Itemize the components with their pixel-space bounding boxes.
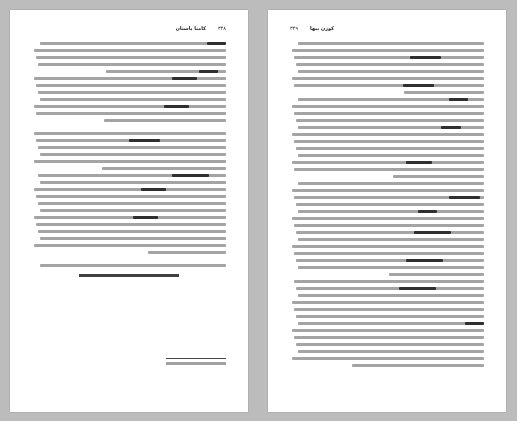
text-line-stroke: [40, 264, 226, 267]
text-line-stroke: [292, 133, 484, 136]
bold-word: [406, 161, 431, 164]
text-line: [32, 132, 226, 135]
text-line: [32, 126, 226, 128]
bold-word: [172, 174, 209, 177]
text-line: [290, 196, 484, 199]
text-line-stroke: [294, 56, 484, 59]
text-line-stroke: [292, 105, 484, 108]
text-line: [32, 209, 226, 212]
text-line: [32, 49, 226, 52]
bold-word: [403, 84, 434, 87]
text-line: [290, 210, 484, 213]
text-line: [32, 42, 226, 45]
text-line: [32, 167, 226, 170]
bold-word: [449, 196, 480, 199]
text-line: [290, 280, 484, 283]
right-running-title: کوزن پیها: [310, 26, 335, 32]
left-running-title: کامنا یاستان: [175, 26, 206, 32]
text-line-stroke: [40, 209, 226, 212]
text-line: [290, 42, 484, 45]
right-page: [268, 10, 506, 412]
text-line-stroke: [34, 49, 226, 52]
text-line-stroke: [36, 223, 226, 226]
bold-word: [410, 56, 441, 59]
text-line-stroke: [296, 231, 484, 234]
text-line: [32, 264, 226, 267]
text-line-stroke: [292, 357, 484, 360]
text-line: [290, 140, 484, 143]
text-line: [290, 294, 484, 297]
text-line: [32, 84, 226, 87]
right-page-header: [290, 24, 484, 34]
text-line: [32, 244, 226, 247]
left-page-number: ۳۴۸: [217, 26, 226, 32]
text-line: [290, 252, 484, 255]
text-line-stroke: [294, 140, 484, 143]
text-line: [32, 188, 226, 191]
text-line-stroke: [298, 266, 484, 269]
text-line: [290, 147, 484, 150]
text-line-stroke: [292, 301, 484, 304]
text-line-stroke: [292, 161, 484, 164]
text-line: [290, 217, 484, 220]
text-line-stroke: [34, 77, 226, 80]
text-line: [290, 287, 484, 290]
left-page: [10, 10, 248, 412]
text-line: [32, 91, 226, 94]
text-line: [32, 153, 226, 156]
bold-word: [199, 70, 218, 73]
text-line-stroke: [296, 147, 484, 150]
bold-word: [129, 139, 160, 142]
text-line: [32, 112, 226, 115]
text-line-stroke: [36, 84, 226, 87]
bold-word: [418, 210, 437, 213]
text-line: [32, 195, 226, 198]
text-line: [32, 174, 226, 177]
text-line: [32, 56, 226, 59]
text-line: [32, 216, 226, 219]
text-line-stroke: [34, 160, 226, 163]
text-line-stroke: [292, 329, 484, 332]
bold-word: [449, 98, 468, 101]
text-line: [290, 315, 484, 318]
text-line: [290, 56, 484, 59]
text-line-stroke: [296, 315, 484, 318]
text-line: [290, 189, 484, 192]
text-line-stroke: [296, 259, 484, 262]
text-line-stroke: [352, 364, 484, 367]
bold-word: [465, 322, 484, 325]
text-line: [290, 224, 484, 227]
text-line: [32, 146, 226, 149]
text-line: [290, 266, 484, 269]
text-line-stroke: [104, 119, 226, 122]
text-line: [290, 273, 484, 276]
left-section-heading: [32, 274, 226, 279]
text-line-stroke: [36, 195, 226, 198]
text-line: [290, 98, 484, 101]
text-line: [290, 77, 484, 80]
text-line: [32, 70, 226, 73]
text-line-stroke: [296, 119, 484, 122]
text-line-stroke: [294, 84, 484, 87]
text-line-stroke: [34, 105, 226, 108]
text-line: [290, 245, 484, 248]
text-line-stroke: [298, 350, 484, 353]
text-line-stroke: [296, 63, 484, 66]
text-line-stroke: [34, 216, 226, 219]
text-line: [290, 168, 484, 171]
right-page-body: [290, 42, 484, 371]
text-line: [290, 91, 484, 94]
text-line: [32, 77, 226, 80]
text-line-stroke: [298, 182, 484, 185]
text-line: [32, 63, 226, 66]
text-line-stroke: [298, 70, 484, 73]
text-line-stroke: [40, 181, 226, 184]
text-line: [290, 336, 484, 339]
bold-word: [164, 105, 189, 108]
text-line: [290, 350, 484, 353]
text-line: [290, 238, 484, 241]
text-line-stroke: [298, 322, 484, 325]
text-line: [290, 175, 484, 178]
text-line: [290, 343, 484, 346]
text-line: [290, 322, 484, 325]
text-line: [290, 105, 484, 108]
text-line-stroke: [40, 237, 226, 240]
text-line-stroke: [292, 77, 484, 80]
text-line-stroke: [404, 91, 484, 94]
text-line: [32, 202, 226, 205]
text-line: [32, 237, 226, 240]
text-line: [290, 364, 484, 367]
text-line-stroke: [296, 203, 484, 206]
text-line-stroke: [296, 343, 484, 346]
text-line: [290, 203, 484, 206]
text-line: [32, 139, 226, 142]
text-line-stroke: [102, 167, 226, 170]
text-line: [290, 259, 484, 262]
text-line-stroke: [292, 245, 484, 248]
text-line: [290, 119, 484, 122]
text-line-stroke: [298, 294, 484, 297]
text-line-stroke: [40, 98, 226, 101]
left-page-header: [32, 24, 226, 34]
footnote: [166, 362, 226, 365]
text-line-stroke: [294, 252, 484, 255]
text-line: [290, 301, 484, 304]
text-line-stroke: [38, 63, 226, 66]
text-line: [32, 119, 226, 122]
text-line: [290, 329, 484, 332]
text-line: [290, 49, 484, 52]
text-line: [32, 251, 226, 254]
bold-word: [141, 188, 166, 191]
text-line: [32, 98, 226, 101]
text-line: [290, 308, 484, 311]
text-line-stroke: [38, 202, 226, 205]
text-line: [290, 182, 484, 185]
text-line: [32, 230, 226, 233]
text-line-stroke: [292, 217, 484, 220]
text-line: [32, 181, 226, 184]
text-line-stroke: [294, 308, 484, 311]
footnote-rule: [166, 358, 226, 359]
right-page-number: ۳۴۹: [290, 26, 299, 32]
text-line: [290, 231, 484, 234]
bold-word: [414, 231, 451, 234]
text-line-stroke: [292, 189, 484, 192]
bold-word: [406, 259, 443, 262]
text-line-stroke: [34, 132, 226, 135]
left-page-body: [32, 42, 226, 271]
text-line-stroke: [40, 42, 226, 45]
text-line-stroke: [296, 287, 484, 290]
text-line-stroke: [38, 146, 226, 149]
text-line: [290, 84, 484, 87]
text-line: [290, 112, 484, 115]
text-line-stroke: [36, 56, 226, 59]
text-line: [290, 154, 484, 157]
bold-word: [441, 126, 460, 129]
text-line: [290, 357, 484, 360]
text-line-stroke: [34, 188, 226, 191]
text-line: [290, 126, 484, 129]
text-line-stroke: [38, 230, 226, 233]
bold-word: [399, 287, 436, 290]
text-line-stroke: [298, 154, 484, 157]
bold-word: [133, 216, 158, 219]
text-line-stroke: [294, 168, 484, 171]
text-line-stroke: [294, 112, 484, 115]
text-line-stroke: [38, 91, 226, 94]
text-line-stroke: [389, 273, 484, 276]
text-line-stroke: [294, 280, 484, 283]
bold-word: [207, 42, 226, 45]
text-line: [32, 223, 226, 226]
text-line-stroke: [294, 224, 484, 227]
text-line-stroke: [294, 336, 484, 339]
text-line-stroke: [34, 244, 226, 247]
text-line-stroke: [36, 112, 226, 115]
bold-word: [172, 77, 197, 80]
text-line: [32, 258, 226, 260]
text-line: [32, 160, 226, 163]
text-line-stroke: [393, 175, 484, 178]
text-line-stroke: [298, 210, 484, 213]
text-line-stroke: [292, 49, 484, 52]
text-line: [32, 105, 226, 108]
text-line: [290, 161, 484, 164]
text-line: [290, 70, 484, 73]
text-line-stroke: [298, 42, 484, 45]
text-line-stroke: [148, 251, 226, 254]
text-line: [290, 63, 484, 66]
text-line-stroke: [40, 153, 226, 156]
text-line-stroke: [298, 238, 484, 241]
text-line: [290, 133, 484, 136]
